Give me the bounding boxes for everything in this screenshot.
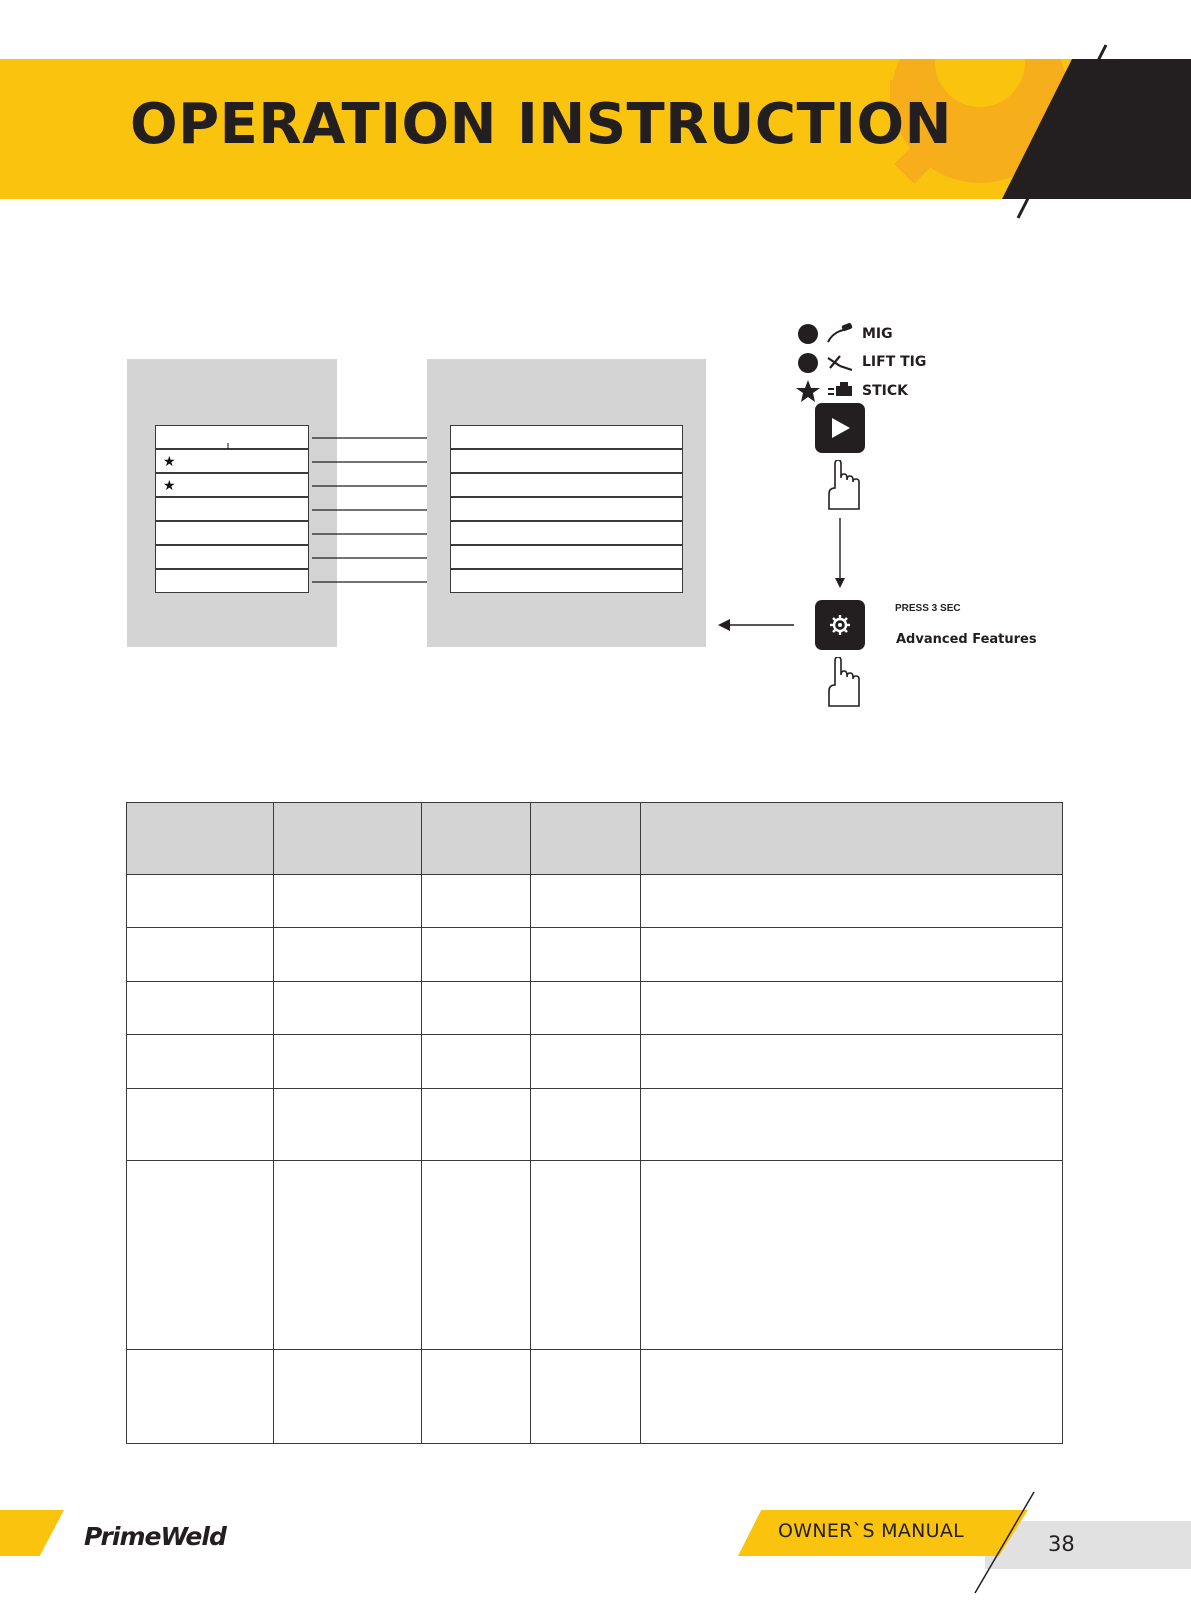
footer-accent-bar — [0, 1510, 64, 1556]
mode-label-stick: STICK — [862, 383, 908, 399]
menu-row — [450, 545, 683, 569]
menu-row — [155, 497, 309, 521]
table-header-cell — [422, 803, 531, 875]
menu-row — [155, 521, 309, 545]
advanced-features-label: Advanced Features — [896, 632, 1037, 647]
table-row — [127, 875, 1063, 928]
mode-label-mig: MIG — [862, 326, 893, 342]
stick-electrode-icon — [828, 382, 852, 396]
menu-list-left — [155, 425, 309, 593]
menu-row — [450, 449, 683, 473]
table-row — [127, 928, 1063, 982]
menu-row — [155, 449, 309, 473]
star-icon: ★ — [163, 477, 176, 493]
tig-indicator-icon — [798, 353, 818, 373]
table-header-cell — [531, 803, 641, 875]
table-row — [127, 1089, 1063, 1161]
menu-panel-right — [427, 359, 706, 647]
pointing-hand-icon — [826, 657, 860, 707]
mode-indicators — [796, 322, 856, 404]
menu-row — [450, 569, 683, 593]
play-icon — [829, 417, 851, 439]
menu-row — [155, 473, 309, 497]
menu-row — [155, 569, 309, 593]
table-row — [127, 982, 1063, 1035]
page-title: OPERATION INSTRUCTION — [130, 92, 952, 157]
arrow-left-icon — [718, 618, 796, 632]
pointing-hand-icon — [826, 460, 860, 510]
brand-logo: PrimeWeld — [84, 1522, 226, 1551]
menu-row — [450, 425, 683, 449]
menu-row — [155, 545, 309, 569]
menu-row — [155, 425, 309, 449]
table-row — [127, 1161, 1063, 1350]
play-button[interactable] — [815, 403, 865, 453]
mig-indicator-icon — [798, 324, 818, 344]
manual-label: OWNER`S MANUAL — [778, 1520, 965, 1542]
menu-row — [450, 473, 683, 497]
menu-row — [450, 521, 683, 545]
menu-panel-left — [127, 359, 337, 647]
tig-torch-icon — [828, 356, 852, 370]
mode-label-lift-tig: LIFT TIG — [862, 354, 927, 370]
table-header-cell — [641, 803, 1063, 875]
table-header-cell — [274, 803, 422, 875]
footer-divider-line — [970, 1490, 1040, 1595]
settings-button[interactable] — [815, 600, 865, 650]
page-number: 38 — [1048, 1532, 1075, 1556]
table-row — [127, 1350, 1063, 1444]
menu-list-right — [450, 425, 683, 593]
menu-row — [450, 497, 683, 521]
press-hint: PRESS 3 SEC — [895, 603, 961, 614]
star-icon: ★ — [163, 453, 176, 469]
star-icon — [796, 380, 820, 402]
arrow-down-icon — [834, 518, 846, 590]
gear-icon — [829, 614, 851, 636]
table-header-cell — [127, 803, 274, 875]
table-header-row — [127, 803, 1063, 875]
table-row — [127, 1035, 1063, 1089]
parameter-table — [126, 802, 1063, 1444]
